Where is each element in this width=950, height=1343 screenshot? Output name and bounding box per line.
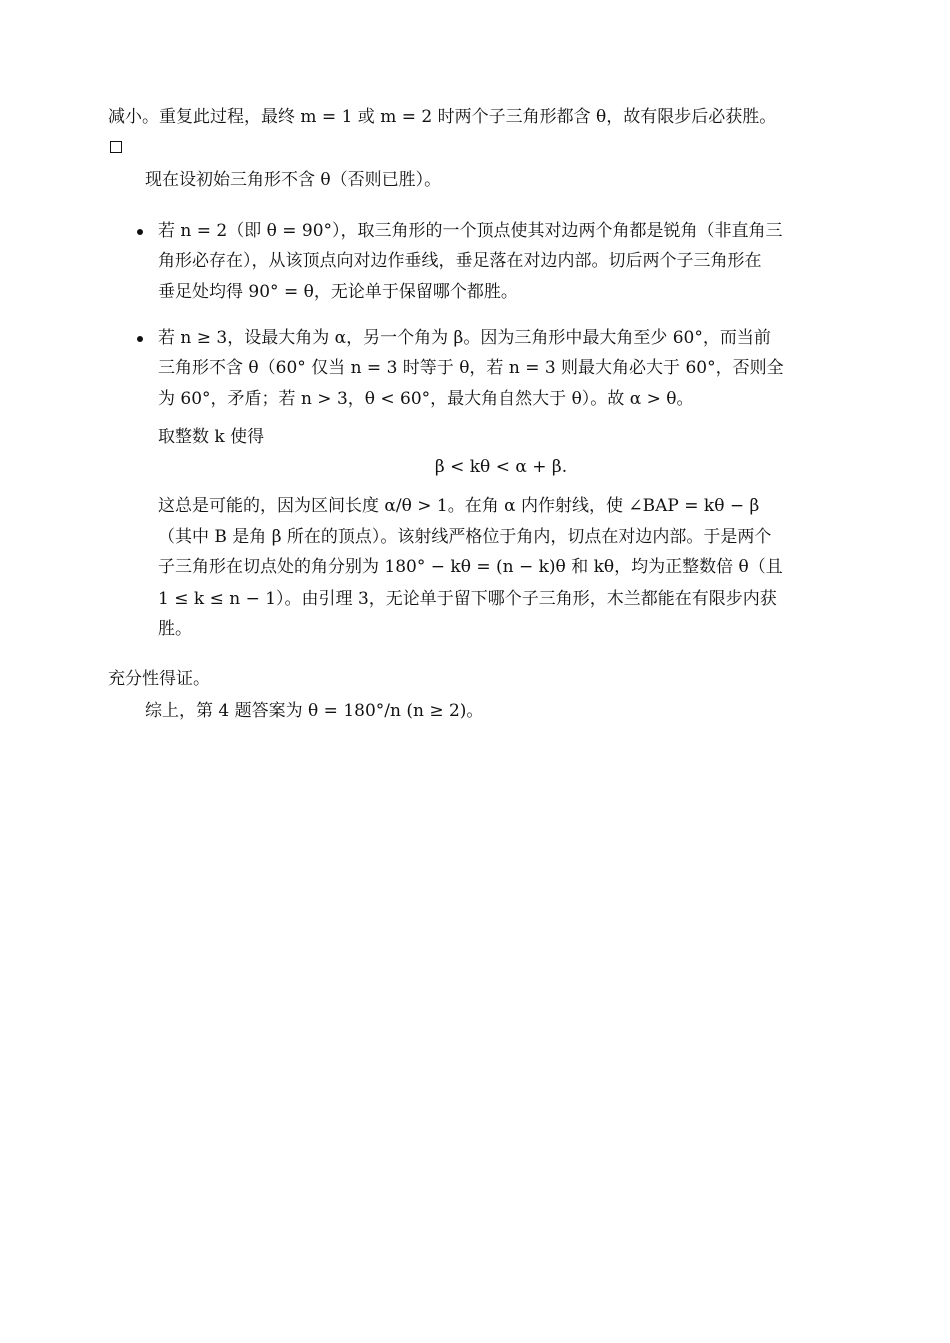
explain-line-1: 这总是可能的，因为区间长度 α/θ > 1。在角 α 内作射线，使 ∠BAP = kθ − β: [158, 496, 760, 516]
explain-line-4: 1 ≤ k ≤ n − 1）。由引理 3，无论单于留下哪个子三角形，木兰都能在有限步内获: [158, 589, 777, 609]
sufficiency-line: 充分性得证。: [108, 669, 210, 689]
take-k-line: 取整数 k 使得: [158, 427, 265, 447]
bullet1-line-1: 若 n = 2（即 θ = 90°），取三角形的一个顶点使其对边两个角都是锐角（非直角三: [158, 221, 783, 241]
display-inequality: β < kθ < α + β.: [434, 457, 568, 477]
explain-line-5: 胜。: [158, 619, 192, 639]
bullet1-line-3: 垂足处均得 90° = θ，无论单于保留哪个都胜。: [158, 282, 518, 302]
bullet-dot-icon: [137, 229, 143, 235]
bullet-dot-icon: [137, 336, 143, 342]
bullet2-line-2: 三角形不含 θ（60° 仅当 n = 3 时等于 θ，若 n = 3 则最大角必大于 60°，否则全: [158, 358, 784, 378]
bullet2-line-3: 为 60°，矛盾；若 n > 3，θ < 60°，最大角自然大于 θ）。故 α > θ。: [158, 389, 694, 409]
paragraph-line: 减小。重复此过程，最终 m = 1 或 m = 2 时两个子三角形都含 θ，故有限步后必获胜。: [108, 107, 777, 127]
explain-line-3: 子三角形在切点处的角分别为 180° − kθ = (n − k)θ 和 kθ，均为正整数倍 θ（且: [158, 557, 783, 577]
bullet2-line-1: 若 n ≥ 3，设最大角为 α，另一个角为 β。因为三角形中最大角至少 60°，而当前: [158, 328, 771, 348]
conclusion-line: 综上，第 4 题答案为 θ = 180°/n (n ≥ 2)。: [145, 701, 484, 721]
qed-square-icon: [110, 141, 122, 153]
assumption-line: 现在设初始三角形不含 θ（否则已胜）。: [145, 170, 442, 190]
explain-line-2: （其中 B 是角 β 所在的顶点）。该射线严格位于角内，切点在对边内部。于是两个: [158, 527, 772, 547]
bullet1-line-2: 角形必存在），从该顶点向对边作垂线，垂足落在对边内部。切后两个子三角形在: [158, 251, 762, 271]
